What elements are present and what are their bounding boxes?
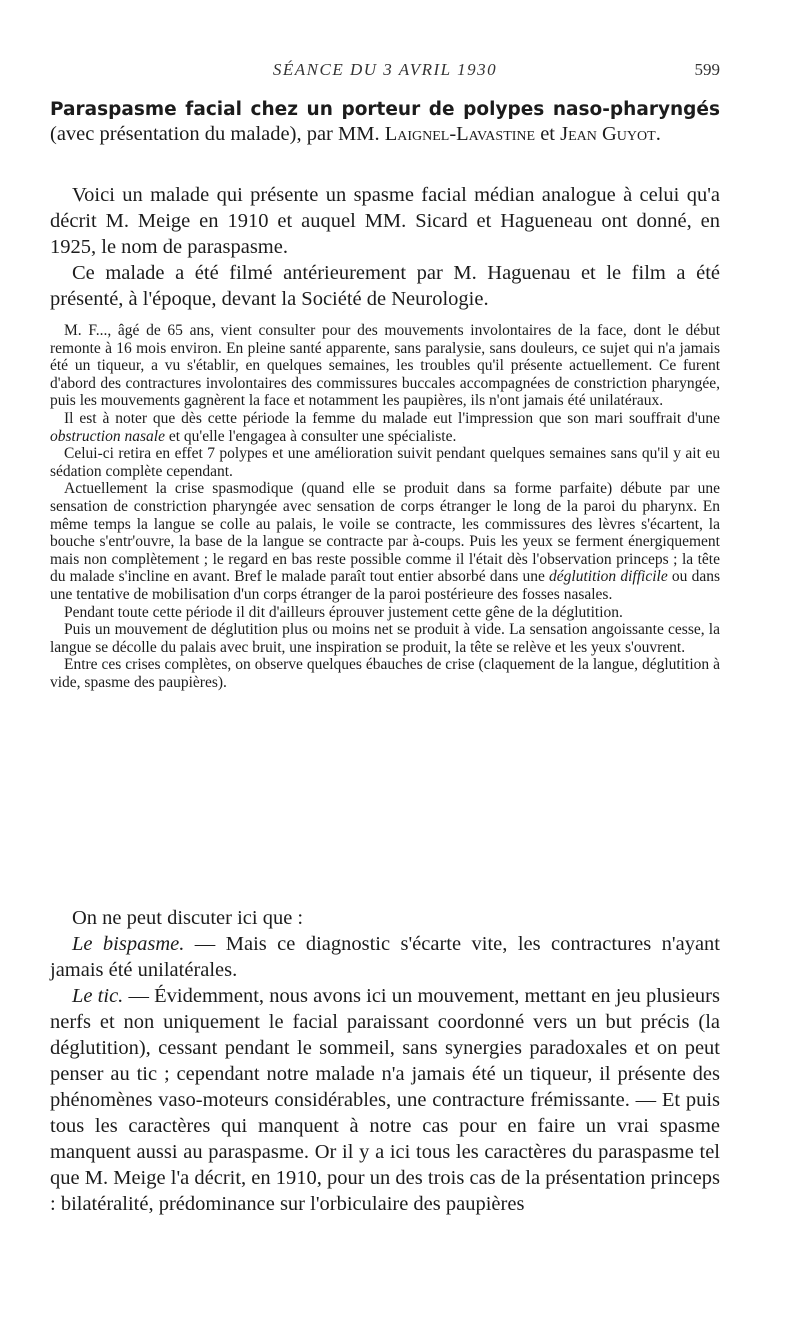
- running-title: SÉANCE DU 3 AVRIL 1930: [272, 60, 498, 79]
- emphasis: obstruction nasale: [50, 427, 165, 445]
- intro-text: [50, 182, 720, 312]
- case-report: [50, 322, 720, 691]
- case-paragraph: [50, 480, 720, 603]
- emphasis: déglutition difficile: [549, 568, 668, 586]
- discussion-paragraph: [50, 931, 720, 983]
- title-bold: Paraspasme facial chez un porteur de polypes naso-pharyngés: [50, 99, 720, 120]
- article-title: [50, 97, 720, 147]
- author-2: Jean Guyot.: [560, 123, 661, 145]
- discussion-paragraph: [50, 983, 720, 1217]
- text-run: ou dans une tentative de mobilisation d'un corps étranger de la paroi postérieure des fosses nasales.: [50, 568, 720, 603]
- text-run: et qu'elle l'engagea à consulter une spécialiste.: [164, 427, 457, 445]
- emphasis: Le bispasme.: [72, 933, 185, 955]
- case-paragraph: [50, 410, 720, 445]
- case-paragraph: M. F..., âgé de 65 ans, vient consulter pour des mouvements involontaires de la face, dont le début remonte à 16 mois environ. En pleine santé apparente, sans paralysie, sans douleurs, ce sujet qui n'a jamais été un tiqueur, a vu s'établir, en quelques semaines, les troubles qu'il présente actuellement. Ce furent d'abord des contractures involontaires des commissures buccales accompagnées de constriction pharyngée, puis les mouvements gagnèrent la face et notamment les paupières, ils n'ont jamais été unilatéraux.: [50, 322, 720, 410]
- byline-connector: et: [540, 123, 555, 145]
- byline-prefix: (avec présentation du malade), par MM.: [50, 123, 380, 145]
- text-run: Actuellement la crise spasmodique (quand elle se produit dans sa forme parfaite) débute par une sensation de constriction pharyngée avec sensation de corps étranger le long de la paroi du pharynx. En même temps la langue se colle au palais, le voile se contracte, les commissures des lèvres s'écartent, la bouche s'entr'ouvre, la base de la langue se contracte par à-coups. Puis les yeux se ferment énergiquement mais non complètement ; le regard en bas reste possible comme il l'était dès l'observation princeps ; la tête du malade s'incline en avant. Bref le malade paraît tout entier absorbé dans une: [50, 480, 720, 586]
- intro-paragraph: Ce malade a été filmé antérieurement par M. Haguenau et le film a été présenté, à l'époque, devant la Société de Neurologie.: [50, 262, 720, 310]
- text-run: Il est à noter que dès cette période la femme du malade eut l'impression que son mari souffrait d'une: [64, 409, 720, 427]
- page-number: 599: [694, 60, 720, 79]
- author-1: Laignel-Lavastine: [384, 123, 536, 145]
- case-paragraph: Entre ces crises complètes, on observe quelques ébauches de crise (claquement de la langue, déglutition à vide, spasme des paupières).: [50, 656, 720, 691]
- discussion-paragraph: On ne peut discuter ici que :: [72, 907, 304, 929]
- discussion-text: [50, 905, 720, 1217]
- case-paragraph: Puis un mouvement de déglutition plus ou moins net se produit à vide. La sensation angoissante cesse, la langue se décolle du palais avec bruit, une inspiration se produit, la tête se relève et les yeux s'ouvrent.: [50, 621, 720, 656]
- emphasis: Le tic.: [72, 985, 124, 1007]
- text-run: — Évidemment, nous avons ici un mouvement, mettant en jeu plusieurs nerfs et non uniquement le facial paraissant coordonné vers un but précis (la déglutition), cessant pendant le sommeil, sans synergies paradoxales et on peut penser au tic ; cependant notre malade n'a jamais été un tiqueur, il présente des phénomènes vaso-moteurs considérables, une contracture frémissante. — Et puis tous les caractères qui manquent à notre cas pour en faire un vrai spasme manquent aussi au paraspasme. Or il y a ici tous les caractères du paraspasme tel que M. Meige l'a décrit, en 1910, pour un des trois cas de la présentation princeps : bilatéralité, prédominance sur l'orbiculaire des paupières: [50, 985, 720, 1215]
- text-run: — Mais ce diagnostic s'écarte vite, les contractures n'ayant jamais été unilatérales.: [50, 933, 720, 981]
- case-paragraph: Celui-ci retira en effet 7 polypes et une amélioration suivit pendant quelques semaines sans qu'il y ait eu sédation complète cependant.: [50, 445, 720, 480]
- intro-paragraph: Voici un malade qui présente un spasme facial médian analogue à celui qu'a décrit M. Meige en 1910 et auquel MM. Sicard et Hagueneau ont donné, en 1925, le nom de paraspasme.: [50, 184, 720, 258]
- case-paragraph: Pendant toute cette période il dit d'ailleurs éprouver justement cette gêne de la déglutition.: [64, 603, 623, 621]
- page-header: [50, 60, 720, 82]
